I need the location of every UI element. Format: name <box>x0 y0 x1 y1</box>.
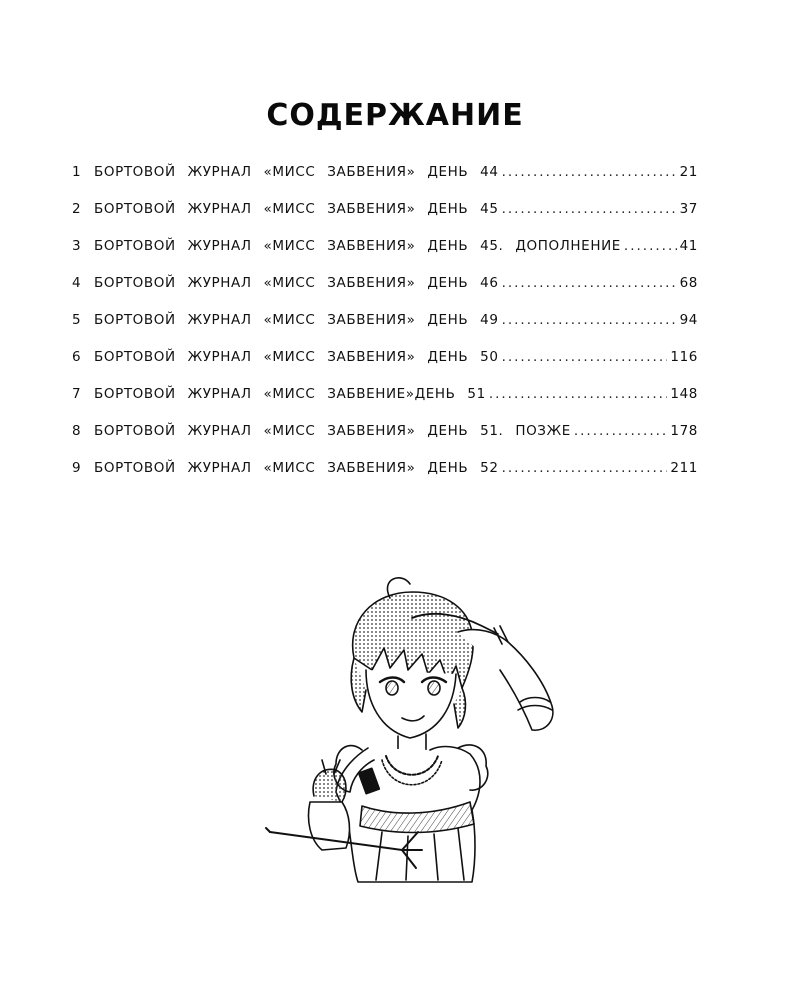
dot-leader <box>574 423 668 439</box>
toc-entry[interactable] <box>72 386 698 423</box>
toc-entry-title: БОРТОВОЙ ЖУРНАЛ «МИСС ЗАБВЕНИЯ» ДЕНЬ 52 <box>94 460 499 476</box>
toc-entry-number: 6 <box>72 349 82 365</box>
dot-leader <box>502 312 677 328</box>
toc-entry[interactable] <box>72 312 698 349</box>
toc-entry[interactable] <box>72 460 698 497</box>
toc-entry-title: БОРТОВОЙ ЖУРНАЛ «МИСС ЗАБВЕНИЕ»ДЕНЬ 51 <box>94 386 486 402</box>
toc-entry-page: 211 <box>670 460 698 476</box>
toc-entry-page: 116 <box>670 349 698 365</box>
toc-entry[interactable] <box>72 164 698 201</box>
toc-list <box>72 164 698 497</box>
toc-entry[interactable] <box>72 201 698 238</box>
dot-leader <box>502 460 668 476</box>
toc-entry-title: БОРТОВОЙ ЖУРНАЛ «МИСС ЗАБВЕНИЯ» ДЕНЬ 51. ПОЗЖЕ <box>94 423 571 439</box>
toc-entry[interactable] <box>72 238 698 275</box>
page-title: СОДЕРЖАНИЕ <box>266 98 524 133</box>
toc-entry-title: БОРТОВОЙ ЖУРНАЛ «МИСС ЗАБВЕНИЯ» ДЕНЬ 45 <box>94 201 499 217</box>
toc-entry-number: 2 <box>72 201 82 217</box>
dot-leader <box>502 349 668 365</box>
toc-entry-number: 4 <box>72 275 82 291</box>
dot-leader <box>502 201 677 217</box>
toc-entry-number: 3 <box>72 238 82 254</box>
toc-entry-title: БОРТОВОЙ ЖУРНАЛ «МИСС ЗАБВЕНИЯ» ДЕНЬ 45. ДОПОЛНЕНИЕ <box>94 238 621 254</box>
toc-entry-page: 148 <box>670 386 698 402</box>
toc-entry-title: БОРТОВОЙ ЖУРНАЛ «МИСС ЗАБВЕНИЯ» ДЕНЬ 44 <box>94 164 499 180</box>
dot-leader <box>502 164 677 180</box>
dot-leader <box>489 386 668 402</box>
toc-entry-page: 21 <box>679 164 698 180</box>
toc-entry-title: БОРТОВОЙ ЖУРНАЛ «МИСС ЗАБВЕНИЯ» ДЕНЬ 49 <box>94 312 499 328</box>
toc-entry-number: 8 <box>72 423 82 439</box>
toc-entry[interactable] <box>72 275 698 312</box>
toc-entry-title: БОРТОВОЙ ЖУРНАЛ «МИСС ЗАБВЕНИЯ» ДЕНЬ 50 <box>94 349 499 365</box>
toc-entry-page: 68 <box>679 275 698 291</box>
toc-entry-number: 9 <box>72 460 82 476</box>
toc-entry-page: 37 <box>679 201 698 217</box>
dot-leader <box>502 275 677 291</box>
toc-entry-page: 41 <box>679 238 698 254</box>
dot-leader <box>624 238 677 254</box>
toc-entry-page: 178 <box>670 423 698 439</box>
toc-entry-number: 5 <box>72 312 82 328</box>
toc-entry-page: 94 <box>679 312 698 328</box>
manga-girl-illustration <box>262 570 572 885</box>
toc-entry-title: БОРТОВОЙ ЖУРНАЛ «МИСС ЗАБВЕНИЯ» ДЕНЬ 46 <box>94 275 499 291</box>
toc-entry[interactable] <box>72 349 698 386</box>
toc-entry[interactable] <box>72 423 698 460</box>
toc-entry-number: 7 <box>72 386 82 402</box>
toc-entry-number: 1 <box>72 164 82 180</box>
